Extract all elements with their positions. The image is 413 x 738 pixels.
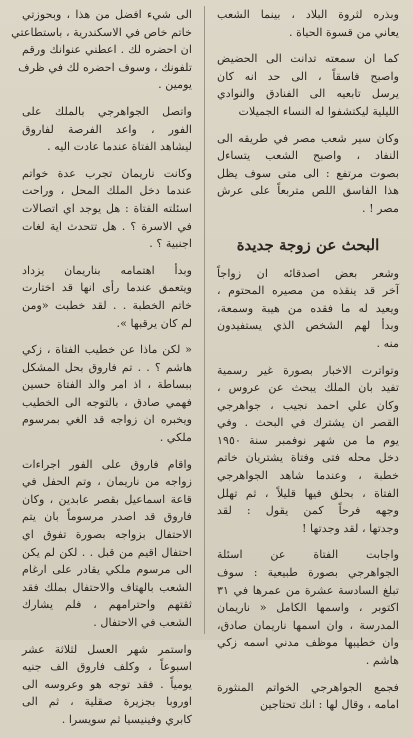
text-line: وشعر بعض اصدقائه ان زواجاً (217, 266, 399, 280)
text-line: يومياً . فقد توجه هو وعروسه الى (22, 677, 192, 691)
paragraph (22, 262, 192, 332)
text-line: النفاد ، واصبح الشعب يتساءل (217, 149, 399, 163)
text-line: وكان علي احمد نجيب ، جواهرجي (217, 398, 399, 412)
text-line: يوم ما من شهر نوفمبر سنة ١٩٥٠ (217, 433, 399, 447)
paragraph (22, 341, 192, 447)
text-line: ثقتهم واحترامهم ، فلم يشارك (22, 598, 192, 612)
text-line: الى مرسوم ملكي يقادر على ارغام (22, 563, 192, 577)
text-line: « لكن ماذا عن خطيب الفتاة ، زكي (22, 343, 192, 357)
text-line: واستمر شهر العسل لثلاثة عشر (22, 642, 192, 656)
text-line: احتفال اقيم من قبل . . لكن لم يكن (22, 545, 192, 559)
text-line: واتصل الجواهرجي بالملك على (22, 104, 192, 118)
text-line: امامه ، وقال لها : انك تحتاجين (259, 698, 399, 712)
paragraph (217, 679, 399, 714)
text-line: ويعيد له ما فقده من هيبة وسمعة، (217, 301, 399, 315)
text-line: ليشاهد الفتاة عندما عادت اليه . (47, 140, 192, 154)
text-line: كابري وفينيسيا ثم سويسرا . (61, 712, 192, 726)
text-line: فجمع الجواهرجي الخواتم المنثورة (217, 680, 399, 694)
text-line: وان خطيبها موظف مدني اسمه زكي (217, 636, 399, 650)
text-line: اوروبا بجزيرة صقلية ، ثم الى (22, 695, 192, 709)
text-line: عندما دخل الملك المحل ، وراحت (22, 184, 192, 198)
paragraph (11, 6, 192, 94)
paragraph (217, 6, 399, 41)
text-line: وكانت ناريمان تجرب عدة خواتم (22, 166, 192, 180)
text-line: الجواهرجي بصورة طبيعية : سوف (217, 566, 399, 580)
paragraph (22, 103, 192, 156)
text-line: الشعب بالهتاف والاحتفال بملك فقد (22, 580, 192, 594)
text-line: ملكي . (159, 431, 192, 445)
text-line: اسئلته الفتاة : هل يوجد اي اتصالات (22, 201, 192, 215)
paragraph (217, 362, 399, 538)
paragraph (217, 50, 399, 120)
right-column (217, 6, 399, 712)
text-line: آخر قد ينقذه من مصيره المحتوم ، (217, 284, 399, 298)
paragraph (217, 130, 399, 218)
text-line: فهمي صادق ، بالتوجه الى الخطيب (22, 395, 192, 409)
text-line: هاشم . (365, 654, 399, 667)
text-line: يرسل تابعيه الى الفنادق والنوادي (217, 87, 399, 101)
text-line: هذا الفاسق اللص متربعاً على عرش (217, 184, 399, 198)
paragraph (217, 546, 399, 669)
text-line: ويتعمق عندما رأى انها قد اختارت (22, 281, 192, 295)
left-column (11, 6, 192, 726)
text-line: لم كان يرقبها ». (116, 316, 192, 330)
text-line: وبدأ اهتمامه بناريمان يزداد (22, 263, 192, 277)
text-line: الى شيء افضل من هذا ، وبحوزتي (22, 8, 192, 21)
text-line: خاتم خاص في الاسكندرية ، باستطاعتي (11, 25, 192, 39)
paragraph (22, 165, 192, 253)
text-line: وتواترت الاخبار بصورة غير رسمية (217, 363, 399, 377)
text-line: وجهه فرحاً كمن يقول : لقد (217, 504, 399, 518)
text-line: ويخبره ان زواجه قد الغي بمرسوم (22, 413, 192, 427)
text-line: المدرسة ، وان اسمها ناريمان صادق، (217, 618, 399, 632)
text-line: القصر ان يشترك في البحث . وفي (217, 416, 399, 430)
text-line: منه . (376, 336, 399, 350)
column-divider (204, 6, 205, 634)
text-line: تفيد بان الملك يبحث عن عروس ، (217, 381, 399, 395)
text-line: وبذره لثروة البلاد ، بينما الشعب (217, 8, 399, 21)
text-line: الليلية ليكتشفوا له النساء الجميلات (238, 104, 399, 118)
text-line: واصبح فاسقاً ، الى حد انه كان (217, 69, 399, 83)
text-line: بصوت مرتفع : الى متى سوف يظل (217, 166, 399, 180)
text-line: الفور ، واعد الفرصة لفاروق (22, 122, 192, 136)
text-line: الفتاة ، بحلق فيها قليلاً ، ثم تهلل (217, 486, 399, 500)
text-line: خاتم الخطبة . . لقد خطبت «ومن (22, 298, 192, 312)
text-line: الشعب في الاحتفال . (93, 616, 192, 629)
text-line: يومين . (158, 78, 192, 92)
section-heading: البحث عن زوجة جديدة (236, 235, 380, 254)
text-line: اجنبية ؟ . (149, 237, 192, 251)
text-line: زواجه من ناريمان ، وتم الحفل في (22, 475, 192, 489)
text-line: وكان سير شعب مصر في طريقه الى (217, 131, 399, 145)
text-line: واقام فاروق على الفور اجراءات (22, 457, 192, 471)
text-line: ان احضره لك . اعطني عنوانك ورقم (22, 43, 192, 57)
text-line: قاعة اسماعيل بقصر عابدين ، وكان (22, 492, 192, 506)
text-line: مصر ! . (361, 201, 399, 215)
paragraph (22, 456, 192, 632)
text-line: يعاني من قسوة الحياة . (288, 25, 399, 39)
text-line: وبدأ لهم الشخص الذي يستفيدون (217, 319, 399, 333)
text-line: ببساطة ، اذ امر والد الفتاة حسين (22, 378, 192, 392)
text-line: فاروق قد اصدر مرسوماً بان يتم (22, 510, 192, 524)
text-line: دخل محله فتى وفتاة يشتريان خاتم (217, 451, 399, 465)
text-line: في الاسرة ؟ . هل تتحدث اية لغات (22, 219, 192, 233)
text-line: اكتوبر ، واسمها الكامل « ناريمان (217, 601, 399, 615)
text-line: الاحتفال بزواجه بصورة تفوق اي (22, 528, 192, 542)
text-line: هاشم ؟ . . تم فاروق بحل المشكل (22, 360, 192, 374)
paragraph (22, 641, 192, 729)
text-line: خطبة ، وعندما شاهد الجواهرجي (217, 469, 399, 483)
text-line: اسبوعاً ، وكلف فاروق الف جنيه (22, 660, 192, 674)
text-line: وجدتها ، لقد وجدتها ! (301, 521, 399, 535)
text-line: تبلغ السادسة عشرة من عمرها في ٣١ (217, 583, 399, 597)
text-line: واجابت الفتاة عن اسئلة (217, 548, 399, 562)
text-line: تلفونك ، وسوف احضره لك في ظرف (18, 60, 192, 74)
text-line: كما ان سمعته تدانت الى الحضيض (217, 52, 399, 66)
paragraph (217, 265, 399, 353)
